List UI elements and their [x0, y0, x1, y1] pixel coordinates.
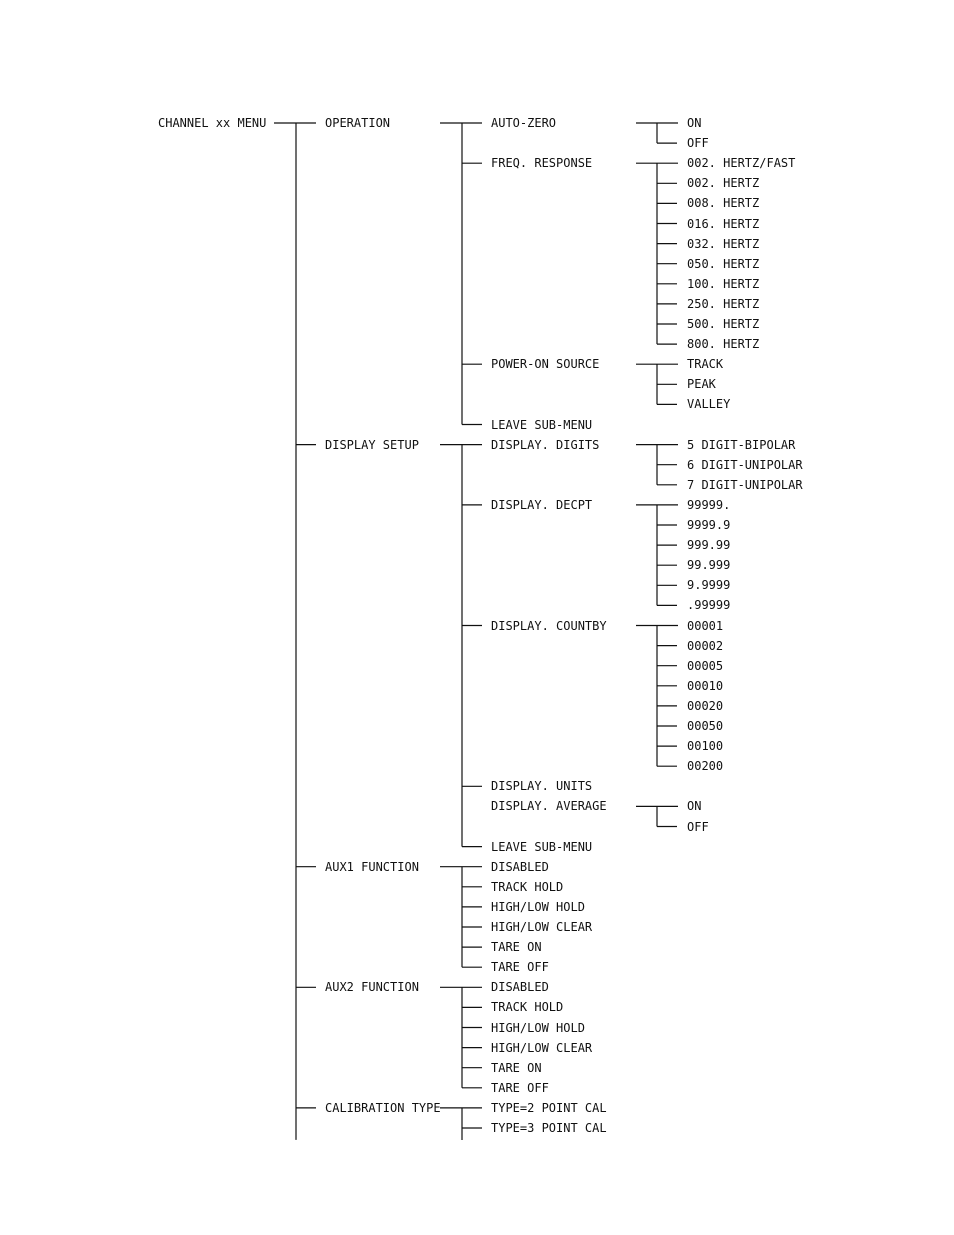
- option-label: 9999.9: [687, 518, 731, 532]
- option-label: .99999: [687, 598, 731, 613]
- menu-1-label: DISPLAY SETUP: [325, 437, 419, 452]
- option-label: 6 DIGIT-UNIPOLAR: [687, 457, 803, 472]
- option-label: 050. HERTZ: [687, 256, 760, 271]
- menu-0-item-2: POWER-ON SOURCE: [491, 357, 600, 372]
- option-label: 100. HERTZ: [687, 276, 760, 291]
- menu-3-item-0: DISABLED: [491, 980, 549, 995]
- menu-1-item-1: DISPLAY. DECPT: [491, 497, 593, 512]
- option-label: 800. HERTZ: [687, 337, 760, 352]
- menu-2-label: AUX1 FUNCTION: [325, 859, 419, 874]
- menu-4-item-0: TYPE=2 POINT CAL: [491, 1100, 607, 1115]
- option-label: 00020: [687, 698, 724, 713]
- menu-0-item-3: LEAVE SUB-MENU: [491, 417, 593, 432]
- option-label: 5 DIGIT-BIPOLAR: [687, 437, 796, 452]
- option-label: 032. HERTZ: [687, 236, 760, 251]
- option-label: ON: [687, 116, 702, 130]
- option-label: TRACK: [687, 357, 724, 372]
- option-label: 99.999: [687, 558, 731, 573]
- option-label: 002. HERTZ/FAST: [687, 156, 796, 171]
- menu-0-label: OPERATION: [325, 116, 391, 130]
- menu-1-item-3: DISPLAY. UNITS: [491, 779, 593, 794]
- option-label: 016. HERTZ: [687, 216, 760, 231]
- option-label: 999.99: [687, 538, 731, 553]
- option-label: 00005: [687, 658, 724, 673]
- option-label: 00010: [687, 678, 724, 693]
- menu-3-item-1: TRACK HOLD: [491, 1000, 564, 1015]
- menu-0-item-1: FREQ. RESPONSE: [491, 156, 593, 171]
- menu-2-item-3: HIGH/LOW CLEAR: [491, 920, 593, 934]
- option-label: 00100: [687, 739, 724, 754]
- menu-4-label: CALIBRATION TYPE: [325, 1100, 441, 1115]
- option-label: OFF: [687, 136, 709, 151]
- menu-1-item-2: DISPLAY. COUNTBY: [491, 618, 607, 633]
- menu-3-label: AUX2 FUNCTION: [325, 980, 419, 995]
- menu-2-item-4: TARE ON: [491, 940, 542, 955]
- root-menu-label: CHANNEL xx MENU: [158, 116, 267, 130]
- option-label: 00200: [687, 759, 724, 774]
- option-label: 9.9999: [687, 578, 731, 593]
- option-label: ON: [687, 799, 702, 814]
- menu-4-item-1: TYPE=3 POINT CAL: [491, 1121, 607, 1135]
- menu-3-item-3: HIGH/LOW CLEAR: [491, 1040, 593, 1055]
- option-label: 002. HERTZ: [687, 176, 760, 191]
- option-label: 250. HERTZ: [687, 296, 760, 311]
- option-label: 00002: [687, 638, 724, 653]
- menu-1-item-5: LEAVE SUB-MENU: [491, 839, 593, 854]
- menu-3-item-2: HIGH/LOW HOLD: [491, 1020, 585, 1035]
- option-label: 00001: [687, 618, 724, 633]
- menu-1-item-4: DISPLAY. AVERAGE: [491, 799, 607, 814]
- menu-1-item-0: DISPLAY. DIGITS: [491, 437, 600, 452]
- option-label: OFF: [687, 819, 709, 834]
- menu-2-item-5: TARE OFF: [491, 960, 549, 975]
- option-label: 008. HERTZ: [687, 196, 760, 211]
- option-label: 00050: [687, 719, 724, 733]
- menu-0-item-0: AUTO-ZERO: [491, 116, 557, 130]
- menu-2-item-2: HIGH/LOW HOLD: [491, 899, 585, 914]
- option-label: VALLEY: [687, 397, 731, 412]
- menu-2-item-1: TRACK HOLD: [491, 879, 564, 894]
- option-label: PEAK: [687, 377, 716, 392]
- option-label: 99999.: [687, 497, 731, 512]
- menu-3-item-4: TARE ON: [491, 1060, 542, 1075]
- option-label: 7 DIGIT-UNIPOLAR: [687, 477, 803, 492]
- option-label: 500. HERTZ: [687, 317, 760, 331]
- menu-3-item-5: TARE OFF: [491, 1080, 549, 1095]
- menu-2-item-0: DISABLED: [491, 859, 549, 874]
